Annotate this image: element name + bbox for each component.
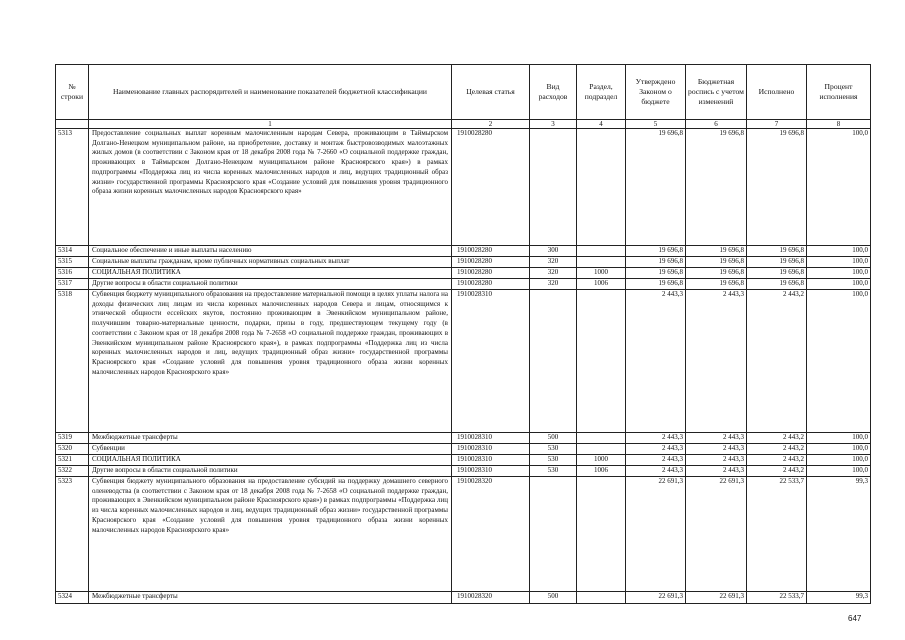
row-name-cell: Другие вопросы в области социальной политики bbox=[89, 466, 452, 477]
row-name-cell: Межбюджетные трансферты bbox=[89, 592, 452, 604]
target-article-cell: 1910028310 bbox=[452, 433, 530, 444]
table-row bbox=[56, 268, 871, 279]
expense-type-cell: 320 bbox=[530, 257, 577, 268]
table-row bbox=[56, 129, 871, 246]
expense-type-cell bbox=[530, 477, 577, 592]
header-row-no: № строки bbox=[56, 65, 89, 120]
header-percent: Процент исполнения bbox=[807, 65, 871, 120]
executed-amount-cell: 2 443,2 bbox=[747, 433, 807, 444]
approved-amount-cell: 2 443,3 bbox=[626, 466, 686, 477]
column-number: 8 bbox=[807, 120, 871, 129]
approved-amount-cell: 22 691,3 bbox=[626, 477, 686, 592]
percent-cell: 100,0 bbox=[807, 466, 871, 477]
column-number: 1 bbox=[89, 120, 452, 129]
target-article-cell: 1910028320 bbox=[452, 592, 530, 604]
approved-amount-cell: 2 443,3 bbox=[626, 433, 686, 444]
header-section: Раздел, подраздел bbox=[577, 65, 626, 120]
section-cell bbox=[577, 592, 626, 604]
section-cell bbox=[577, 257, 626, 268]
budget-list-amount-cell: 2 443,3 bbox=[686, 466, 747, 477]
section-cell: 1006 bbox=[577, 279, 626, 290]
header-budget-list: Бюджетная роспись с учетом изменений bbox=[686, 65, 747, 120]
page-number: 647 bbox=[848, 614, 862, 623]
row-number-cell: 5323 bbox=[56, 477, 89, 592]
row-name-cell: Социальное обеспечение и иные выплаты населению bbox=[89, 246, 452, 257]
executed-amount-cell: 2 443,2 bbox=[747, 455, 807, 466]
percent-cell: 99,3 bbox=[807, 592, 871, 604]
table-body bbox=[56, 129, 871, 604]
percent-cell: 100,0 bbox=[807, 444, 871, 455]
table-row bbox=[56, 246, 871, 257]
percent-cell: 100,0 bbox=[807, 290, 871, 433]
budget-list-amount-cell: 19 696,8 bbox=[686, 279, 747, 290]
budget-list-amount-cell: 19 696,8 bbox=[686, 129, 747, 246]
row-name-cell: Субвенции bbox=[89, 444, 452, 455]
row-number-cell: 5321 bbox=[56, 455, 89, 466]
budget-list-amount-cell: 19 696,8 bbox=[686, 246, 747, 257]
header-approved: Утверждено Законом о бюджете bbox=[626, 65, 686, 120]
budget-list-amount-cell: 2 443,3 bbox=[686, 444, 747, 455]
target-article-cell: 1910028310 bbox=[452, 466, 530, 477]
budget-list-amount-cell: 19 696,8 bbox=[686, 257, 747, 268]
row-number-cell: 5314 bbox=[56, 246, 89, 257]
row-name-cell: Предоставление социальных выплат коренным малочисленным народам Севера, проживающим в Таймырском Долгано-Ненецком муниципальном районе, на приобретение, доставку и монтаж быстровозводимых малоэтажных жилых домов (в соответствии с Законом края от 18 декабря 2008 года № 7-2660 «О социальной поддержке граждан, проживающих в Таймырском Долгано-Ненецком муниципальном районе Красноярского края») в рамках подпрограммы «Поддержка лиц из числа коренных малочисленных народов и лиц, ведущих традиционный образ жизни» государственной программы Красноярского края «Создание условий для повышения уровня традиционного образа жизни коренных малочисленных народов Красноярского края» bbox=[89, 129, 452, 246]
table-row bbox=[56, 592, 871, 604]
executed-amount-cell: 22 533,7 bbox=[747, 592, 807, 604]
expense-type-cell: 320 bbox=[530, 279, 577, 290]
row-name-cell: Субвенция бюджету муниципального образования на предоставление субсидий на поддержку домашнего северного оленеводства (в соответствии с Законом края от 18 декабря 2008 года № 7-2658 «О социальной поддержке граждан, проживающих в Эвенкийском муниципальном районе Красноярского края») в рамках подпрограммы «Поддержка лиц из числа коренных малочисленных народов и лиц, ведущих традиционный образ жизни» государственной программы Красноярского края «Создание условий для повышения уровня традиционного образа жизни коренных малочисленных народов Красноярского края» bbox=[89, 477, 452, 592]
row-number-cell: 5324 bbox=[56, 592, 89, 604]
row-number-cell: 5313 bbox=[56, 129, 89, 246]
section-cell bbox=[577, 129, 626, 246]
target-article-cell: 1910028310 bbox=[452, 444, 530, 455]
row-number-cell: 5317 bbox=[56, 279, 89, 290]
approved-amount-cell: 19 696,8 bbox=[626, 279, 686, 290]
row-number-cell: 5319 bbox=[56, 433, 89, 444]
percent-cell: 100,0 bbox=[807, 129, 871, 246]
budget-list-amount-cell: 22 691,3 bbox=[686, 477, 747, 592]
column-number-row bbox=[56, 120, 871, 129]
target-article-cell: 1910028280 bbox=[452, 279, 530, 290]
row-number-cell: 5315 bbox=[56, 257, 89, 268]
percent-cell: 100,0 bbox=[807, 257, 871, 268]
approved-amount-cell: 2 443,3 bbox=[626, 444, 686, 455]
header-executed: Исполнено bbox=[747, 65, 807, 120]
table-row bbox=[56, 444, 871, 455]
budget-list-amount-cell: 22 691,3 bbox=[686, 592, 747, 604]
expense-type-cell: 530 bbox=[530, 455, 577, 466]
executed-amount-cell: 22 533,7 bbox=[747, 477, 807, 592]
column-number: 2 bbox=[452, 120, 530, 129]
executed-amount-cell: 2 443,2 bbox=[747, 444, 807, 455]
header-row bbox=[56, 65, 871, 120]
expense-type-cell: 300 bbox=[530, 246, 577, 257]
expense-type-cell: 500 bbox=[530, 433, 577, 444]
percent-cell: 100,0 bbox=[807, 246, 871, 257]
row-name-cell: Социальные выплаты гражданам, кроме публичных нормативных социальных выплат bbox=[89, 257, 452, 268]
section-cell bbox=[577, 477, 626, 592]
expense-type-cell bbox=[530, 129, 577, 246]
executed-amount-cell: 19 696,8 bbox=[747, 279, 807, 290]
header-expense-type: Вид расходов bbox=[530, 65, 577, 120]
column-number: 3 bbox=[530, 120, 577, 129]
executed-amount-cell: 19 696,8 bbox=[747, 129, 807, 246]
approved-amount-cell: 22 691,3 bbox=[626, 592, 686, 604]
column-number: 4 bbox=[577, 120, 626, 129]
target-article-cell: 1910028280 bbox=[452, 129, 530, 246]
executed-amount-cell: 2 443,2 bbox=[747, 290, 807, 433]
header-target: Целевая статья bbox=[452, 65, 530, 120]
expense-type-cell: 500 bbox=[530, 592, 577, 604]
target-article-cell: 1910028280 bbox=[452, 268, 530, 279]
approved-amount-cell: 19 696,8 bbox=[626, 257, 686, 268]
executed-amount-cell: 2 443,2 bbox=[747, 466, 807, 477]
executed-amount-cell: 19 696,8 bbox=[747, 246, 807, 257]
header-name: Наименование главных распорядителей и наименование показателей бюджетной классификации bbox=[89, 65, 452, 120]
approved-amount-cell: 19 696,8 bbox=[626, 246, 686, 257]
row-number-cell: 5318 bbox=[56, 290, 89, 433]
approved-amount-cell: 2 443,3 bbox=[626, 455, 686, 466]
section-cell: 1000 bbox=[577, 455, 626, 466]
percent-cell: 100,0 bbox=[807, 279, 871, 290]
section-cell bbox=[577, 444, 626, 455]
percent-cell: 99,3 bbox=[807, 477, 871, 592]
percent-cell: 100,0 bbox=[807, 268, 871, 279]
target-article-cell: 1910028320 bbox=[452, 477, 530, 592]
row-name-cell: СОЦИАЛЬНАЯ ПОЛИТИКА bbox=[89, 268, 452, 279]
budget-list-amount-cell: 19 696,8 bbox=[686, 268, 747, 279]
row-name-cell: СОЦИАЛЬНАЯ ПОЛИТИКА bbox=[89, 455, 452, 466]
table-row bbox=[56, 433, 871, 444]
budget-execution-table bbox=[55, 64, 871, 604]
table-row bbox=[56, 257, 871, 268]
percent-cell: 100,0 bbox=[807, 433, 871, 444]
target-article-cell: 1910028280 bbox=[452, 257, 530, 268]
executed-amount-cell: 19 696,8 bbox=[747, 268, 807, 279]
row-name-cell: Другие вопросы в области социальной политики bbox=[89, 279, 452, 290]
target-article-cell: 1910028310 bbox=[452, 455, 530, 466]
table-row bbox=[56, 466, 871, 477]
table-row bbox=[56, 290, 871, 433]
table-row bbox=[56, 477, 871, 592]
percent-cell: 100,0 bbox=[807, 455, 871, 466]
section-cell bbox=[577, 290, 626, 433]
target-article-cell: 1910028280 bbox=[452, 246, 530, 257]
row-number-cell: 5316 bbox=[56, 268, 89, 279]
approved-amount-cell: 2 443,3 bbox=[626, 290, 686, 433]
column-number: 5 bbox=[626, 120, 686, 129]
section-cell: 1000 bbox=[577, 268, 626, 279]
executed-amount-cell: 19 696,8 bbox=[747, 257, 807, 268]
expense-type-cell: 320 bbox=[530, 268, 577, 279]
expense-type-cell bbox=[530, 290, 577, 433]
column-number: 6 bbox=[686, 120, 747, 129]
table-row bbox=[56, 279, 871, 290]
table-row bbox=[56, 455, 871, 466]
budget-list-amount-cell: 2 443,3 bbox=[686, 433, 747, 444]
section-cell: 1006 bbox=[577, 466, 626, 477]
row-number-cell: 5322 bbox=[56, 466, 89, 477]
row-number-cell: 5320 bbox=[56, 444, 89, 455]
section-cell bbox=[577, 433, 626, 444]
expense-type-cell: 530 bbox=[530, 444, 577, 455]
section-cell bbox=[577, 246, 626, 257]
budget-list-amount-cell: 2 443,3 bbox=[686, 455, 747, 466]
column-number: 7 bbox=[747, 120, 807, 129]
approved-amount-cell: 19 696,8 bbox=[626, 268, 686, 279]
expense-type-cell: 530 bbox=[530, 466, 577, 477]
column-number-empty bbox=[56, 120, 89, 129]
row-name-cell: Субвенция бюджету муниципального образования на предоставление материальной помощи в целях уплаты налога на доходы физических лиц лицам из числа коренных малочисленных народов Севера и лицам, относящимся к этнической общности ессейских якутов, постоянно проживающим в Эвенкийском муниципальном районе, получившим товарно-материальные ценности, подарки, призы в году, предшествующем текущему году (в соответствии с Законом края от 18 декабря 2008 года № 7-2658 «О социальной поддержке граждан, проживающих в Эвенкийском муниципальном районе Красноярского края»), в рамках подпрограммы «Поддержка лиц из числа коренных малочисленных народов и лиц, ведущих традиционный образ жизни» государственной программы Красноярского края «Создание условий для повышения уровня традиционного образа жизни коренных малочисленных народов Красноярского края» bbox=[89, 290, 452, 433]
target-article-cell: 1910028310 bbox=[452, 290, 530, 433]
approved-amount-cell: 19 696,8 bbox=[626, 129, 686, 246]
budget-list-amount-cell: 2 443,3 bbox=[686, 290, 747, 433]
row-name-cell: Межбюджетные трансферты bbox=[89, 433, 452, 444]
